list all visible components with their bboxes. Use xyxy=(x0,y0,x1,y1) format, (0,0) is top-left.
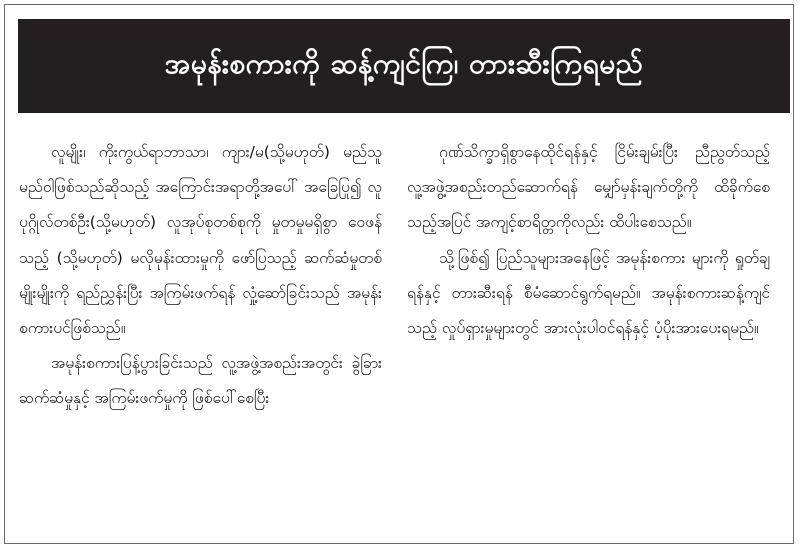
article-title: အမုန်းစကားကို ဆန့်ကျင်ကြ၊ တားဆီးကြရမည် xyxy=(164,47,644,80)
paragraph: အမုန်းစကားပြန့်ပွားခြင်းသည် လူ့အဖွဲ့အစည်းအတွင်း ခွဲခြားဆက်ဆံမှုနှင့် အကြမ်းဖက်မှုကို ဖြစ်ပေါ်စေပြီး xyxy=(19,354,382,408)
left-column xyxy=(19,135,382,417)
paragraph: သို့ဖြစ်၍ ပြည်သူများအနေဖြင့် အမုန်းစကား များကို ရှုတ်ချရန်နှင့် တားဆီးရန် စီမံဆောင်ရွက်ရမည်။ အမုန်းစကားဆန့်ကျင်သည့် လှုပ်ရှားမှုများတွင် အားလုံးပါဝင်ရန်နှင့် ပံ့ပိုးအားပေးရမည်။ xyxy=(407,248,770,338)
title-banner xyxy=(18,19,790,113)
right-column xyxy=(407,135,770,346)
paragraph: ဂုဏ်သိက္ခာရှိစွာနေထိုင်ရန်နှင့် ငြိမ်းချမ်းပြီး ညီညွတ်သည့် လူ့အဖွဲ့အစည်းတည်ဆောက်ရန် မျှော်မှန်းချက်တို့ကို ထိခိုက်စေသည့်အပြင် အကျင့်စာရိတ္တကိုလည်း ထိပါးစေသည်။ xyxy=(407,143,770,232)
paragraph: လူမျိုး၊ ကိုးကွယ်ရာဘာသာ၊ ကျား/မ(သို့မဟုတ်) မည်သူ မည်ဝါဖြစ်သည်ဆိုသည့် အကြောင်းအရာတို့အပေါ် အခြေပြု၍ လူပုဂ္ဂိုလ်တစ်ဦး(သို့မဟုတ်) လူအုပ်စုတစ်စုကို မှုတမှုမရှိစွာ ဝေဖန်သည့် (သို့မဟုတ်) မလိုမုန်းထားမှုကို ဖော်ပြသည့် ဆက်ဆံမှုတစ်မျိုးမျိုးကို ရည်ညွှန်းပြီး အကြမ်းဖက်ရန် လှုံ့ဆော်ခြင်းသည် အမုန်းစကားပင်ဖြစ်သည်။ xyxy=(19,143,382,338)
